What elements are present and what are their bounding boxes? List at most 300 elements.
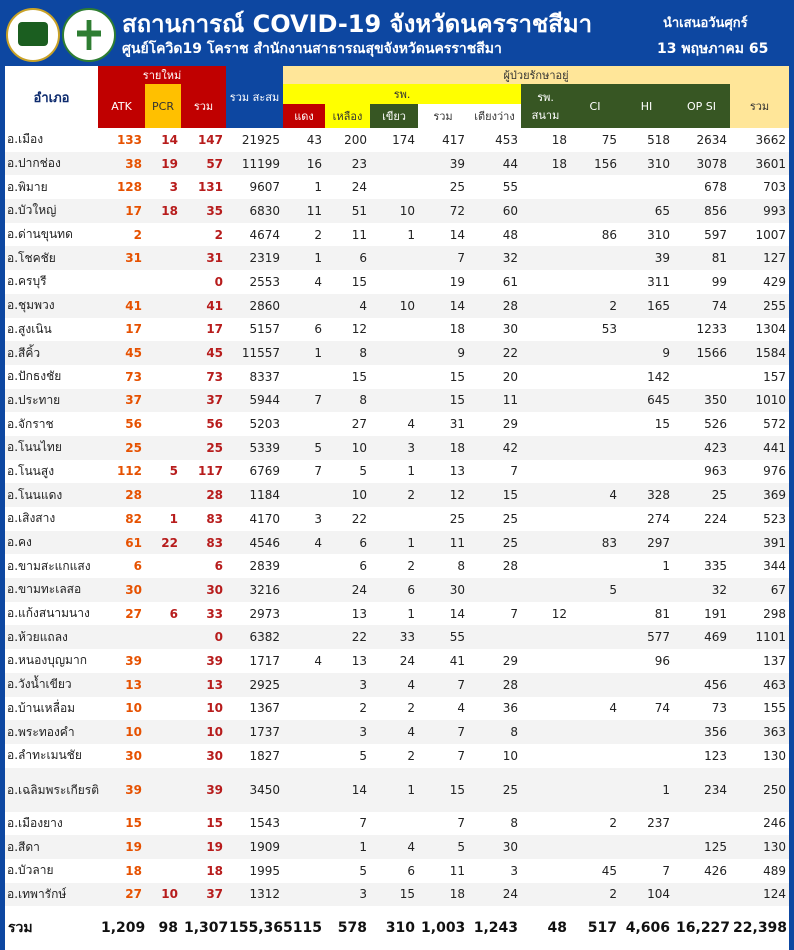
cell-atk: 15 — [125, 816, 142, 831]
cell-patient-total: 157 — [763, 369, 787, 384]
cell-field — [521, 365, 570, 389]
cell-pcr — [145, 835, 181, 859]
cell-pcr — [145, 720, 181, 744]
cell-pcr — [145, 294, 181, 318]
cell-hospital-total: 15 — [449, 369, 466, 384]
district-name: อ.ชุมพวง — [5, 294, 98, 318]
cell-field — [521, 768, 570, 812]
cell-beds: 29 — [502, 417, 519, 432]
cell-yellow: 22 — [351, 511, 368, 526]
cell-cumulative: 6830 — [226, 199, 283, 223]
cell-hospital-total: 14 — [449, 227, 466, 242]
cell-red — [283, 859, 325, 883]
cell-field — [521, 720, 570, 744]
cell-hi: 65 — [620, 199, 673, 223]
cell-pcr — [145, 246, 181, 270]
district-name: อ.สีคิ้ว — [5, 341, 98, 365]
cell-hi — [620, 720, 673, 744]
cell-yellow: 3 — [325, 720, 370, 744]
cell-new-sum: 15 — [206, 816, 224, 831]
cell-opsi: 74 — [673, 294, 730, 318]
cell-red: 1 — [314, 180, 323, 195]
cell-red — [283, 578, 325, 602]
district-name: อ.เทพารักษ์ — [5, 883, 98, 907]
cell-ci — [570, 625, 620, 649]
cell-pcr — [145, 697, 181, 721]
cell-cumulative: 5157 — [249, 322, 281, 337]
table-row — [5, 578, 789, 602]
cell-hospital-total: 7 — [457, 816, 466, 831]
table-row — [5, 531, 789, 555]
total-green: 310 — [385, 920, 416, 937]
cell-red: 43 — [306, 132, 323, 147]
cell-beds: 30 — [468, 835, 521, 859]
cell-yellow: 51 — [325, 199, 370, 223]
cell-patient-total: 67 — [730, 578, 789, 602]
header-hospital-total: รวม — [418, 104, 468, 128]
cell-field — [521, 531, 570, 555]
cell-cumulative: 2973 — [249, 606, 281, 621]
cell-cumulative: 3216 — [226, 578, 283, 602]
header-pcr: PCR — [145, 84, 181, 128]
cell-ci — [570, 270, 620, 294]
table-row — [5, 812, 789, 836]
district-name: อ.พระทองคำ — [5, 720, 98, 744]
cell-opsi: 456 — [673, 673, 730, 697]
cell-new-sum: 147 — [197, 132, 224, 147]
cell-green: 1 — [407, 606, 416, 621]
district-name: อ.บัวลาย — [7, 863, 54, 878]
cell-pcr — [145, 673, 181, 697]
cell-atk — [98, 625, 145, 649]
header-green: เขียว — [370, 104, 418, 128]
cell-green — [370, 341, 418, 365]
cell-yellow: 5 — [359, 748, 368, 763]
cell-pcr: 14 — [161, 132, 178, 147]
cell-opsi: 3078 — [673, 152, 730, 176]
cell-new-sum: 25 — [181, 436, 226, 460]
cell-hospital-total: 8 — [457, 559, 466, 574]
cell-new-sum: 73 — [206, 369, 224, 384]
cell-opsi: 963 — [704, 464, 728, 479]
cell-atk: 112 — [116, 464, 142, 479]
cell-pcr: 10 — [145, 883, 181, 907]
cell-new-sum: 83 — [206, 511, 224, 526]
cell-new-sum: 37 — [181, 389, 226, 413]
cell-red — [283, 883, 325, 907]
cell-field — [521, 697, 570, 721]
cell-yellow: 1 — [325, 835, 370, 859]
cell-patient-total: 572 — [763, 417, 787, 432]
cell-cumulative: 2925 — [226, 673, 283, 697]
table-row — [5, 883, 789, 907]
cell-field — [521, 649, 570, 673]
cell-beds: 28 — [502, 559, 519, 574]
cell-cumulative: 2839 — [249, 559, 281, 574]
cell-hi: 310 — [620, 152, 673, 176]
table-row — [5, 649, 789, 673]
table-row — [5, 436, 789, 460]
cell-opsi — [673, 365, 730, 389]
cell-field — [521, 318, 570, 342]
table-row — [5, 365, 789, 389]
cell-yellow: 8 — [325, 389, 370, 413]
cell-new-sum: 56 — [206, 417, 224, 432]
cell-cumulative: 2553 — [249, 274, 281, 289]
table-row — [5, 341, 789, 365]
cell-red: 3 — [314, 511, 323, 526]
cell-red: 11 — [283, 199, 325, 223]
cell-red — [283, 673, 325, 697]
cell-hi — [620, 460, 673, 484]
cell-beds: 28 — [468, 294, 521, 318]
cell-hi — [620, 175, 673, 199]
cell-field — [521, 412, 570, 436]
cell-hi: 96 — [654, 653, 671, 668]
cell-atk: 30 — [98, 578, 145, 602]
header-amphoe: อำเภอ — [33, 90, 70, 106]
cell-new-sum: 30 — [181, 578, 226, 602]
cell-red — [283, 294, 325, 318]
table-row — [5, 460, 789, 484]
cell-green — [370, 246, 418, 270]
cell-beds: 48 — [502, 227, 519, 242]
district-name: อ.แก้งสนามนาง — [7, 606, 90, 621]
cell-field — [521, 673, 570, 697]
district-name: อ.จักราช — [7, 416, 54, 431]
cell-atk: 31 — [98, 246, 145, 270]
cell-red — [283, 835, 325, 859]
district-name: อ.เมือง — [7, 132, 44, 147]
cell-opsi: 123 — [704, 748, 728, 763]
page-title: สถานการณ์ COVID-19 จังหวัดนครราชสีมา — [122, 10, 593, 38]
cell-hi — [620, 744, 673, 768]
cell-green: 1 — [407, 464, 416, 479]
cell-new-sum: 45 — [181, 341, 226, 365]
cell-field — [521, 460, 570, 484]
cell-patient-total: 993 — [730, 199, 789, 223]
cell-pcr — [145, 365, 181, 389]
cell-patient-total: 298 — [763, 606, 787, 621]
cell-hospital-total: 31 — [449, 417, 466, 432]
cell-red: 7 — [283, 389, 325, 413]
cell-hi: 15 — [654, 417, 671, 432]
covid-district-table — [5, 66, 789, 950]
cell-cumulative: 1184 — [226, 483, 283, 507]
header-atk: ATK — [98, 84, 145, 128]
cell-opsi: 125 — [673, 835, 730, 859]
ministry-health-logo — [62, 8, 116, 62]
cell-ci — [570, 649, 620, 673]
header-red: แดง — [283, 104, 325, 128]
cell-beds: 8 — [510, 816, 519, 831]
cell-hi: 577 — [620, 625, 673, 649]
cell-hi — [620, 436, 673, 460]
cell-green: 1 — [370, 768, 418, 812]
cell-beds: 32 — [468, 246, 521, 270]
cell-green — [370, 365, 418, 389]
cell-pcr: 5 — [169, 464, 178, 479]
header-opsi: OP SI — [673, 84, 730, 128]
cell-beds — [468, 578, 521, 602]
cell-green — [370, 152, 418, 176]
cell-patient-total: 1304 — [755, 322, 787, 337]
cell-yellow: 4 — [325, 294, 370, 318]
cell-green: 24 — [399, 653, 416, 668]
cell-yellow: 5 — [359, 863, 368, 878]
cell-red — [283, 483, 325, 507]
table-row — [5, 625, 789, 649]
cell-hospital-total: 19 — [449, 274, 466, 289]
cell-ci: 4 — [609, 701, 618, 716]
cell-opsi: 234 — [673, 768, 730, 812]
cell-atk: 25 — [98, 436, 145, 460]
cell-red — [283, 744, 325, 768]
cell-opsi: 856 — [673, 199, 730, 223]
cell-patient-total: 344 — [763, 559, 787, 574]
table-row — [5, 152, 789, 176]
cell-field — [521, 744, 570, 768]
cell-ci — [570, 389, 620, 413]
cell-patient-total: 3601 — [730, 152, 789, 176]
cell-green: 6 — [407, 863, 416, 878]
table-row — [5, 246, 789, 270]
table-row — [5, 199, 789, 223]
cell-red: 4 — [314, 653, 323, 668]
cell-hi: 274 — [647, 511, 671, 526]
cell-patient-total: 391 — [730, 531, 789, 555]
cell-cumulative: 6769 — [249, 464, 281, 479]
district-name: อ.ขามทะเลสอ — [5, 578, 98, 602]
cell-red: 1 — [283, 341, 325, 365]
cell-patient-total: 429 — [763, 274, 787, 289]
cell-green — [370, 507, 418, 531]
district-name: อ.บัวใหญ่ — [5, 199, 98, 223]
cell-new-sum: 83 — [181, 531, 226, 555]
cell-new-sum: 31 — [181, 246, 226, 270]
cell-patient-total: 976 — [763, 464, 787, 479]
cell-field: 18 — [551, 132, 568, 147]
cell-beds: 42 — [468, 436, 521, 460]
cell-pcr — [145, 270, 181, 294]
total-patients: 22,398 — [733, 920, 788, 937]
cell-beds: 10 — [502, 748, 519, 763]
header-patients: ผู้ป่วยรักษาอยู่ — [283, 66, 789, 84]
cell-patient-total: 127 — [730, 246, 789, 270]
cell-field — [521, 859, 570, 883]
cell-yellow: 10 — [325, 483, 370, 507]
cell-beds: 36 — [502, 701, 519, 716]
cell-opsi: 1233 — [696, 322, 728, 337]
cell-hi: 142 — [647, 369, 671, 384]
cell-new-sum: 19 — [181, 835, 226, 859]
cell-red — [283, 602, 325, 626]
cell-hospital-total: 30 — [418, 578, 468, 602]
cell-cumulative: 8337 — [249, 369, 281, 384]
cell-patient-total: 255 — [730, 294, 789, 318]
cell-hospital-total: 25 — [449, 511, 466, 526]
cell-atk: 41 — [98, 294, 145, 318]
cell-patient-total: 130 — [730, 835, 789, 859]
cell-beds: 44 — [468, 152, 521, 176]
cell-atk: 39 — [125, 653, 142, 668]
cell-new-sum: 30 — [206, 748, 224, 763]
cell-patient-total: 1007 — [755, 227, 787, 242]
cell-new-sum: 41 — [181, 294, 226, 318]
cell-hospital-total: 72 — [418, 199, 468, 223]
total-hi: 4,606 — [625, 920, 671, 937]
cell-ci — [570, 436, 620, 460]
cell-field — [521, 835, 570, 859]
cell-hospital-total: 12 — [418, 483, 468, 507]
total-cumulative: 155,365 — [229, 920, 293, 937]
cell-hospital-total: 13 — [449, 464, 466, 479]
cell-hi: 645 — [620, 389, 673, 413]
cell-cumulative: 6382 — [226, 625, 283, 649]
cell-hi — [620, 835, 673, 859]
cell-cumulative: 21925 — [241, 132, 281, 147]
cell-cumulative: 1367 — [249, 701, 281, 716]
cell-opsi: 73 — [711, 701, 728, 716]
cell-red: 6 — [314, 322, 323, 337]
cell-green: 2 — [407, 748, 416, 763]
cell-hospital-total: 18 — [418, 436, 468, 460]
cell-new-sum: 28 — [181, 483, 226, 507]
cell-hospital-total: 7 — [457, 748, 466, 763]
cell-atk: 17 — [98, 199, 145, 223]
cell-ci: 2 — [570, 294, 620, 318]
cell-cumulative: 5339 — [226, 436, 283, 460]
cell-yellow: 14 — [325, 768, 370, 812]
district-name: อ.ปักธงชัย — [7, 369, 62, 384]
cell-hospital-total: 25 — [449, 180, 466, 195]
cell-new-sum: 10 — [181, 720, 226, 744]
cell-hospital-total: 14 — [418, 294, 468, 318]
district-name: อ.พิมาย — [7, 179, 48, 194]
cell-opsi: 99 — [711, 274, 728, 289]
district-name: อ.สีดา — [5, 835, 98, 859]
cell-atk: 133 — [116, 132, 142, 147]
cell-beds: 55 — [502, 180, 519, 195]
cell-atk: 2 — [133, 227, 142, 242]
cell-yellow: 13 — [351, 653, 368, 668]
cell-field — [521, 483, 570, 507]
cell-hi: 310 — [647, 227, 671, 242]
cell-hi — [620, 318, 673, 342]
cell-hi: 518 — [647, 132, 671, 147]
cell-patient-total: 523 — [763, 511, 787, 526]
cell-ci: 53 — [601, 322, 618, 337]
cell-opsi: 678 — [704, 180, 728, 195]
cell-green — [370, 175, 418, 199]
cell-beds: 7 — [510, 606, 519, 621]
cell-green: 2 — [407, 701, 416, 716]
present-label: นำเสนอวันศุกร์ — [663, 16, 748, 31]
cell-ci — [570, 507, 620, 531]
cell-pcr — [145, 483, 181, 507]
cell-hospital-total: 55 — [418, 625, 468, 649]
district-name: อ.เสิงสาง — [7, 511, 56, 526]
cell-hi: 1 — [662, 559, 671, 574]
cell-hi: 9 — [620, 341, 673, 365]
header-patient-total: รวม — [730, 84, 789, 128]
cell-pcr: 6 — [169, 606, 178, 621]
cell-red: 7 — [314, 464, 323, 479]
cell-pcr — [145, 318, 181, 342]
cell-green: 174 — [392, 132, 416, 147]
district-name: อ.ปากช่อง — [5, 152, 98, 176]
cell-beds: 15 — [468, 483, 521, 507]
district-name: อ.ด่านขุนทด — [7, 227, 73, 242]
cell-field — [521, 294, 570, 318]
cell-field — [521, 507, 570, 531]
cell-beds: 28 — [468, 673, 521, 697]
cell-hi: 74 — [654, 701, 671, 716]
cell-cumulative: 1312 — [226, 883, 283, 907]
cell-ci — [570, 412, 620, 436]
cell-opsi: 423 — [673, 436, 730, 460]
cell-atk: 30 — [125, 748, 142, 763]
header-banner — [0, 0, 794, 62]
total-yellow: 578 — [337, 920, 368, 937]
header-yellow: เหลือง — [325, 104, 370, 128]
cell-beds: 3 — [510, 863, 519, 878]
table-row — [5, 697, 789, 721]
cell-opsi: 350 — [673, 389, 730, 413]
cell-atk: 28 — [98, 483, 145, 507]
cell-atk: 27 — [125, 606, 142, 621]
cell-red: 4 — [283, 531, 325, 555]
cell-hospital-total: 14 — [449, 606, 466, 621]
cell-cumulative: 11199 — [226, 152, 283, 176]
cell-yellow: 7 — [359, 816, 368, 831]
cell-atk: 128 — [116, 180, 142, 195]
table-row — [5, 768, 789, 812]
cell-beds: 60 — [468, 199, 521, 223]
cell-new-sum: 18 — [206, 863, 224, 878]
table-row — [5, 602, 789, 626]
cell-cumulative: 1737 — [226, 720, 283, 744]
cell-patient-total: 137 — [763, 653, 787, 668]
cell-cumulative: 5203 — [249, 417, 281, 432]
cell-pcr — [145, 412, 181, 436]
table-row — [5, 223, 789, 247]
cell-cumulative: 11557 — [226, 341, 283, 365]
cell-opsi — [673, 649, 730, 673]
cell-cumulative: 1995 — [249, 863, 281, 878]
district-name: อ.โชคชัย — [5, 246, 98, 270]
cell-opsi — [673, 883, 730, 907]
cell-patient-total: 3662 — [755, 132, 787, 147]
cell-ci: 4 — [570, 483, 620, 507]
cell-new-sum: 117 — [197, 464, 224, 479]
cell-ci — [570, 199, 620, 223]
cell-atk: 19 — [98, 835, 145, 859]
district-name: อ.วังน้ำเขียว — [5, 673, 98, 697]
total-ci: 517 — [587, 920, 618, 937]
cell-patient-total: 130 — [763, 748, 787, 763]
total-new: 1,307 — [184, 920, 229, 937]
cell-opsi: 1566 — [673, 341, 730, 365]
cell-pcr: 1 — [169, 511, 178, 526]
cell-field: 18 — [521, 152, 570, 176]
cell-hi — [620, 578, 673, 602]
cell-atk: 13 — [98, 673, 145, 697]
cell-field — [521, 389, 570, 413]
table-row — [5, 389, 789, 413]
cell-beds: 30 — [502, 322, 519, 337]
district-name: อ.เมืองยาง — [7, 815, 63, 830]
